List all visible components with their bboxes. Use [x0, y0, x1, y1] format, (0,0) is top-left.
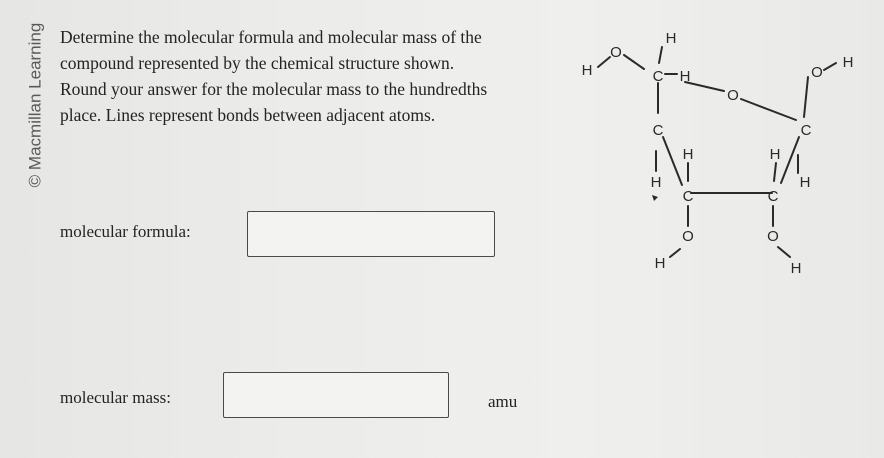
atom-h: H: [842, 54, 854, 71]
atom-h: H: [682, 146, 694, 163]
structure-atoms: [582, 30, 854, 277]
atom-h: H: [769, 146, 781, 163]
bond-c-h-top: [659, 47, 662, 63]
bond-o-c-ring: [741, 99, 796, 120]
question-line-4: place. Lines represent bonds between adjacent atoms.: [60, 105, 436, 125]
atom-h: H: [799, 174, 811, 191]
bond-c-o-ring: [685, 82, 724, 91]
atom-h: H: [654, 255, 666, 272]
question-line-2: compound represented by the chemical structure shown.: [60, 53, 455, 73]
atom-h: H: [679, 68, 691, 85]
watermark-text: © Macmillan Learning: [25, 22, 44, 188]
question-prompt: [60, 24, 530, 128]
atom-h: H: [665, 30, 677, 47]
bond-h-o-top: [598, 57, 610, 67]
bond-o-c-top: [624, 55, 644, 69]
question-line-1: Determine the molecular formula and molecular mass of the: [60, 27, 482, 47]
bond-c-c-ring-left: [663, 137, 682, 185]
chemical-structure: [560, 25, 860, 285]
mass-unit-label: amu: [488, 392, 518, 411]
atom-o: O: [767, 228, 779, 245]
atom-o: O: [682, 228, 694, 245]
atom-h: H: [790, 260, 802, 277]
bond-o-h-right: [824, 63, 836, 70]
molecular-formula-label: molecular formula:: [60, 222, 191, 241]
atom-c: C: [767, 188, 779, 205]
atom-h: H: [650, 174, 662, 191]
atom-h: H: [581, 62, 593, 79]
atom-o: O: [610, 44, 622, 61]
bond-o-c-right: [804, 77, 808, 117]
atom-c: C: [652, 68, 664, 85]
bond-h-o-lower-left: [670, 249, 680, 257]
molecular-mass-input[interactable]: [223, 372, 449, 418]
copyright-watermark: [22, 20, 48, 190]
atom-c: C: [800, 122, 812, 139]
molecular-formula-input[interactable]: [247, 211, 495, 257]
cursor-icon: [652, 195, 658, 201]
bond-c-c-ring-right: [781, 137, 799, 183]
question-line-3: Round your answer for the molecular mass to the hundredths: [60, 79, 488, 99]
atom-c: C: [652, 122, 664, 139]
atom-o: O: [727, 87, 739, 104]
bond-o-h-lower-right: [778, 247, 790, 257]
atom-o: O: [811, 64, 823, 81]
molecular-mass-label: molecular mass:: [60, 388, 171, 407]
bond-c-h-lower-right: [774, 163, 776, 181]
structure-bonds: [598, 47, 836, 257]
atom-c: C: [682, 188, 694, 205]
